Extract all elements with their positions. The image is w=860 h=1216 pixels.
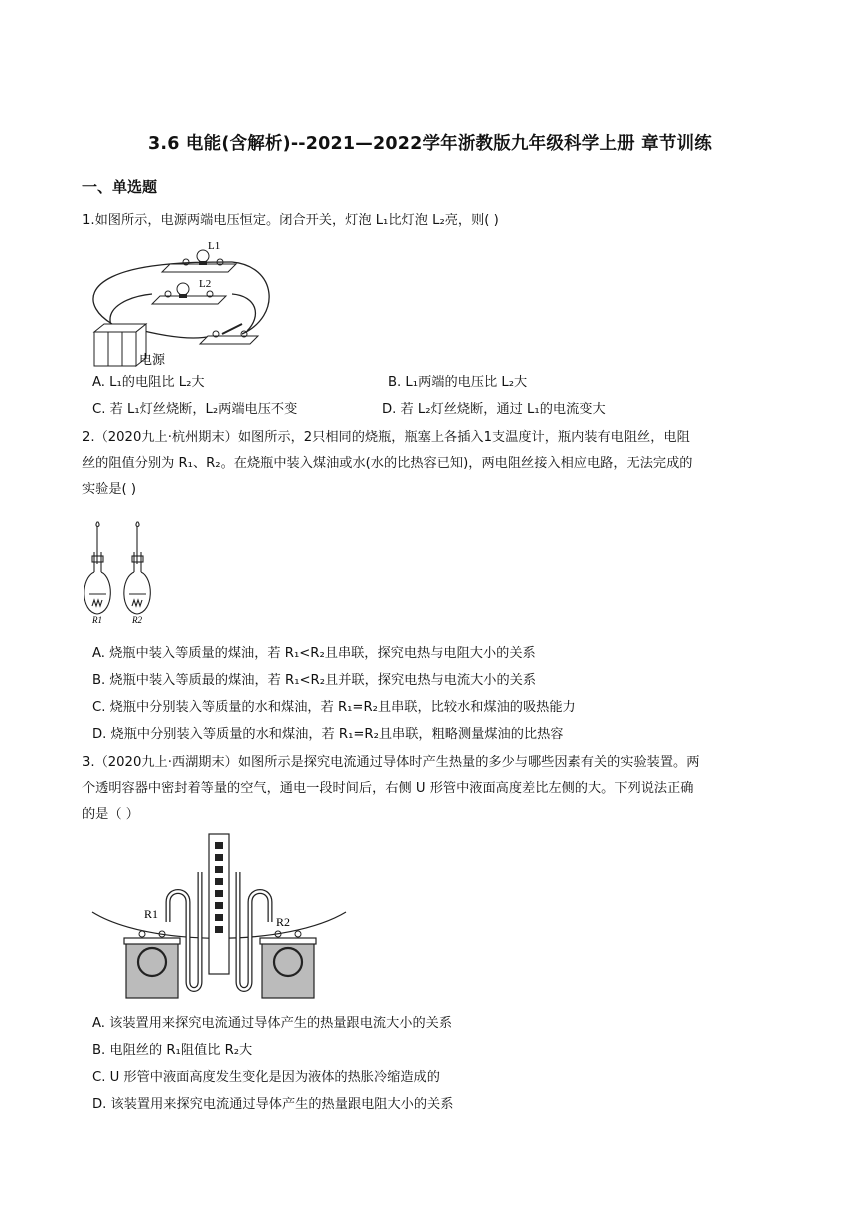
section-heading: 一、单选题 bbox=[82, 178, 158, 196]
q2-option-c: C. 烧瓶中分别装入等质量的水和煤油，若 R₁=R₂且串联，比较水和煤油的吸热能力 bbox=[92, 700, 576, 715]
q2-stem-line-1: 2.（2020九上·杭州期末）如图所示，2只相同的烧瓶，瓶塞上各插入1支温度计，瓶内装有电阻丝，电阻 bbox=[82, 430, 690, 445]
q1-stem: 1.如图所示，电源两端电压恒定。闭合开关，灯泡 L₁比灯泡 L₂亮，则( ) bbox=[82, 213, 499, 228]
q2-label-r2: R2 bbox=[132, 615, 142, 624]
q3-stem-line-3: 的是（ ） bbox=[82, 807, 139, 822]
q2-stem-line-3: 实验是( ) bbox=[82, 482, 137, 497]
q2-option-b: B. 烧瓶中装入等质最的煤油，若 R₁<R₂且并联，探究电热与电流大小的关系 bbox=[92, 673, 537, 688]
q2-option-d: D. 烧瓶中分别装入等质量的水和煤油，若 R₁=R₂且串联，粗略测量煤油的比热容 bbox=[92, 727, 564, 742]
q3-u-tube-figure bbox=[88, 832, 350, 1002]
q2-flask-figure bbox=[84, 520, 168, 624]
q3-option-c: C. U 形管中液面高度发生变化是因为液体的热胀冷缩造成的 bbox=[92, 1070, 440, 1085]
q1-label-l2: L2 bbox=[199, 278, 212, 290]
q2-label-r1: R1 bbox=[92, 615, 102, 624]
q2-option-a: A. 烧瓶中装入等质量的煤油，若 R₁<R₂且串联，探究电热与电阻大小的关系 bbox=[92, 646, 536, 661]
q3-label-r1: R1 bbox=[144, 907, 159, 921]
q3-option-b: B. 电阻丝的 R₁阻值比 R₂大 bbox=[92, 1043, 253, 1058]
q1-option-c: C. 若 L₁灯丝烧断，L₂两端电压不变 bbox=[92, 402, 298, 417]
q1-option-d: D. 若 L₂灯丝烧断，通过 L₁的电流变大 bbox=[382, 402, 606, 417]
q1-option-a: A. L₁的电阻比 L₂大 bbox=[92, 375, 205, 390]
q3-label-r2: R2 bbox=[276, 915, 291, 929]
q1-label-l1: L1 bbox=[208, 240, 221, 252]
q3-stem-line-1: 3.（2020九上·西湖期末）如图所示是探究电流通过导体时产生热量的多少与哪些因素有关的实验装置。两 bbox=[82, 755, 700, 770]
q1-option-b: B. L₁两端的电压比 L₂大 bbox=[388, 375, 528, 390]
q3-stem-line-2: 个透明容器中密封着等量的空气，通电一段时间后，右侧 U 形管中液面高度差比左侧的大。下列说法正确 bbox=[82, 781, 694, 796]
q1-circuit-figure bbox=[82, 236, 282, 370]
q1-label-power: 电源 bbox=[139, 353, 166, 368]
q2-stem-line-2: 丝的阻值分别为 R₁、R₂。在烧瓶中装入煤油或水(水的比热容已知)，两电阻丝接入相应电路，无法完成的 bbox=[82, 456, 693, 471]
q3-option-a: A. 该装置用来探究电流通过导体产生的热量跟电流大小的关系 bbox=[92, 1016, 453, 1031]
q3-option-d: D. 该装置用来探究电流通过导体产生的热量跟电阻大小的关系 bbox=[92, 1097, 454, 1112]
page-title: 3.6 电能(含解析)--2021—2022学年浙教版九年级科学上册 章节训练 bbox=[148, 134, 712, 154]
